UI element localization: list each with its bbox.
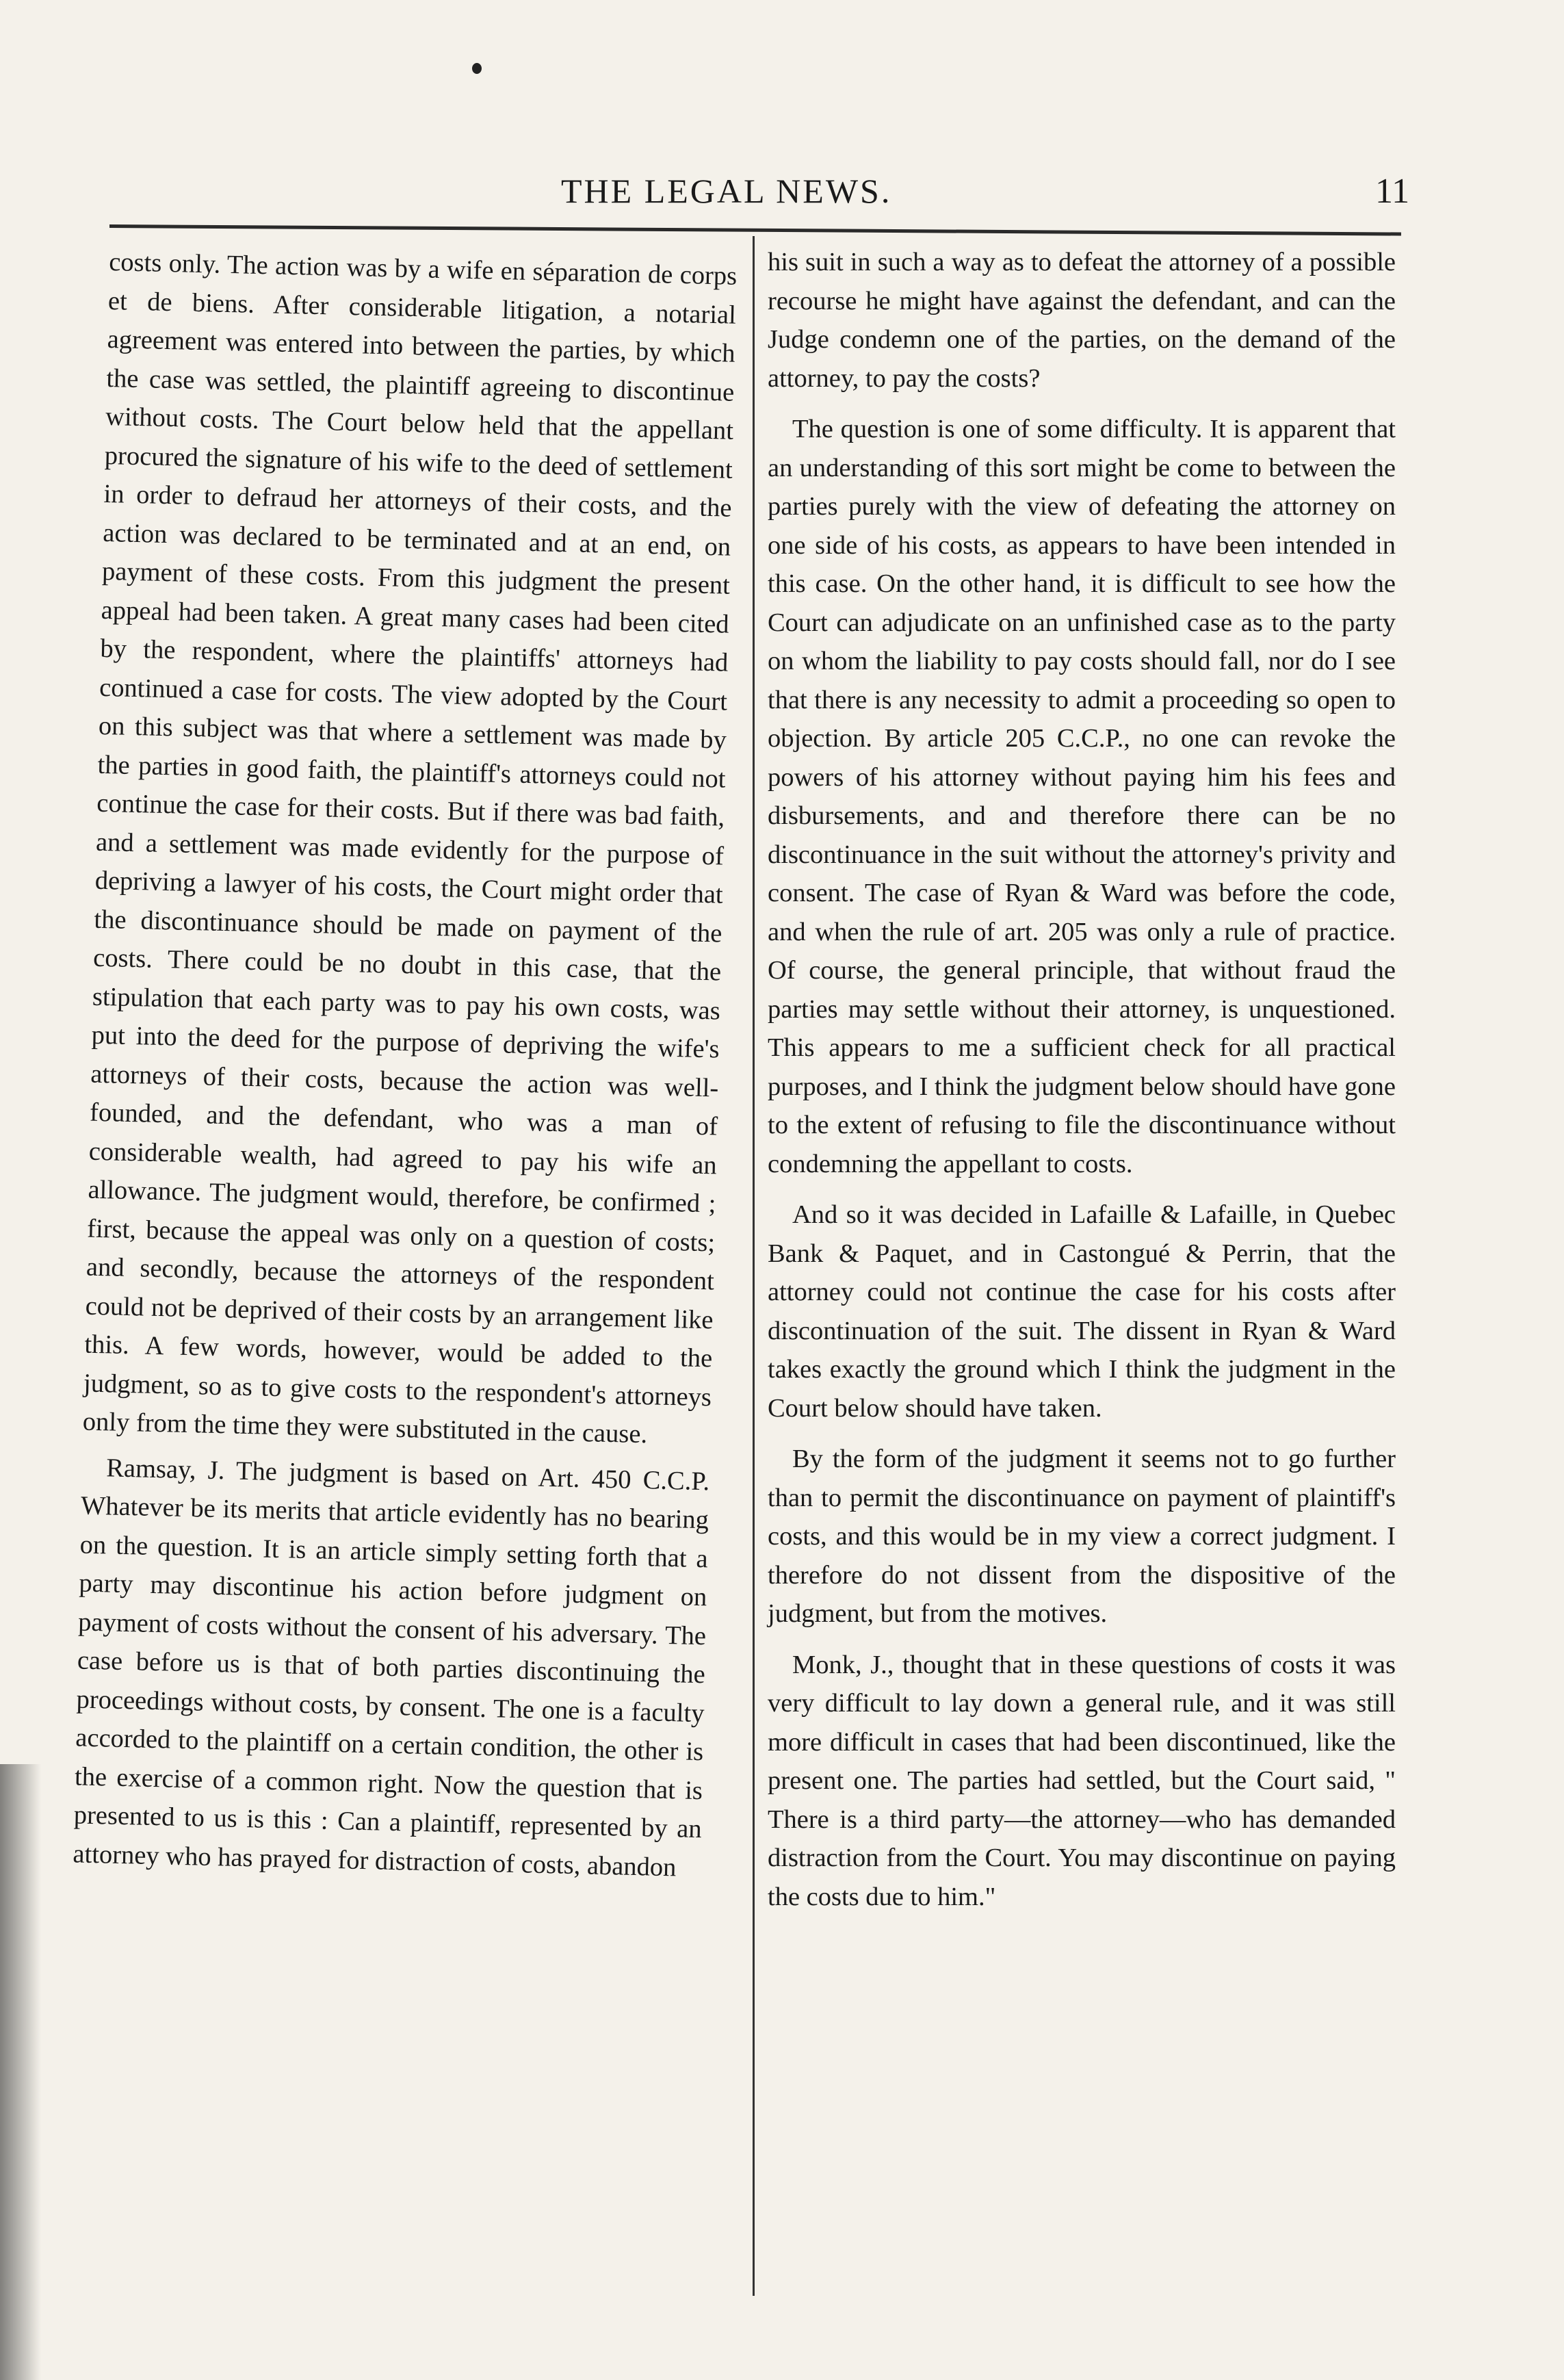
right-paragraph-4: By the form of the judgment it seems not to go further than to permit the discontinuance on payment of plaintiff's costs, and this would be in my view a correct judgment. I therefore do not dissent from the dispositive of the judgment, but from the motives. bbox=[768, 1445, 1396, 1628]
scan-shadow-edge bbox=[0, 1764, 41, 2380]
right-column bbox=[768, 243, 1396, 1916]
page-number: 11 bbox=[1375, 172, 1410, 211]
page-header-title: THE LEGAL NEWS. bbox=[561, 172, 892, 210]
left-column bbox=[73, 243, 738, 1887]
right-paragraph-5: Monk, J., thought that in these questions of costs it was very difficult to lay down a general rule, and it was still more difficult in cases that had been discontinued, like the present one. The parties had settled, but the Court said, " There is a third party—the attorney—who has demanded distraction from the Court. You may discontinue on paying the costs due to him." bbox=[768, 1650, 1396, 1911]
header-rule bbox=[109, 224, 1401, 236]
right-paragraph-2: The question is one of some difficulty. It is apparent that an understanding of this sort might be come to between the parties purely with the view of defeating the attorney on one side of his costs, as appears to have been intended in this case. On the other hand, it is difficult to see how the Court can adjudicate on an unfinished case as to the party on whom the liability to pay costs should fall, nor do I see that there is any necessity to admit a proceeding so open to objection. By article 205 C.C.P., no one can revoke the powers of his attorney without paying him his fees and disbursements, and and therefore there can be no discontinuance in the suit without the attorney's privity and consent. The case of Ryan & Ward was before the code, and when the rule of art. 205 was only a rule of practice. Of course, the general principle, that without fraud the parties may settle without their attorney, is unquestioned. This appears to me a sufficient check for all practical purposes, and I think the judgment below should have gone to the extent of refusing to file the discontinuance without condemning the appellant to costs. bbox=[768, 415, 1396, 1178]
ink-dot bbox=[472, 63, 482, 74]
left-paragraph-1: costs only. The action was by a wife en séparation de corps et de biens. After considerable litigation, a notarial agreement was entered into between the parties, by which the case was settled, the plaintiff agreeing to discontinue without costs. The Court below held that the appellant procured the signature of his wife to the deed of settlement in order to defraud her attorneys of their costs, and the action was declared to be terminated and at an end, on payment of these costs. From this judgment the present appeal had been taken. A great many cases had been cited by the respondent, where the plaintiffs' attorneys had continued a case for costs. The view adopted by the Court on this subject was that where a settlement was made by the parties in good faith, the plaintiff's attorneys could not continue the case for their costs. But if there was bad faith, and a settlement was made evidently for the purpose of depriving a lawyer of his costs, the Court might order that the discontinuance should be made on payment of the costs. There could be no doubt in this case, that the stipulation that each party was to pay his own costs, was put into the deed for the purpose of depriving the wife's attorneys of their costs, because the action was well-founded, and the defendant, who was a man of considerable wealth, had agreed to pay his wife an allowance. The judgment would, therefore, be confirmed ; first, because the appeal was only on a question of costs; and secondly, because the attorneys of the respondent could not be deprived of their costs by an arrangement like this. A few words, however, would be added to the judgment, so as to give costs to the respondent's attorneys only from the time they were substituted in the cause. bbox=[82, 247, 738, 1449]
column-divider bbox=[753, 236, 755, 2296]
left-paragraph-2: Ramsay, J. The judgment is based on Art. 450 C.C.P. Whatever be its merits that article evidently has no bearing on the question. It is an article simply setting forth that a party may discontinue his action before judgment on payment of costs without the consent of his adversary. The case before us is that of both parties discontinuing the proceedings without costs, by consent. The one is a faculty accorded to the plaintiff on a certain condition, the other is the exercise of a common right. Now the question that is presented to us is this : Can a plaintiff, represented by an attorney who has prayed for distraction of costs, abandon bbox=[73, 1453, 710, 1882]
right-paragraph-1: his suit in such a way as to defeat the attorney of a possible recourse he might have against the defendant, and can the Judge condemn one of the parties, on the demand of the attorney, to pay the costs? bbox=[768, 248, 1396, 393]
right-paragraph-3: And so it was decided in Lafaille & Lafaille, in Quebec Bank & Paquet, and in Castongué & Perrin, that the attorney could not continue the case for his costs after discontinuation of the suit. The dissent in Ryan & Ward takes exactly the ground which I think the judgment in the Court below should have taken. bbox=[768, 1200, 1396, 1423]
